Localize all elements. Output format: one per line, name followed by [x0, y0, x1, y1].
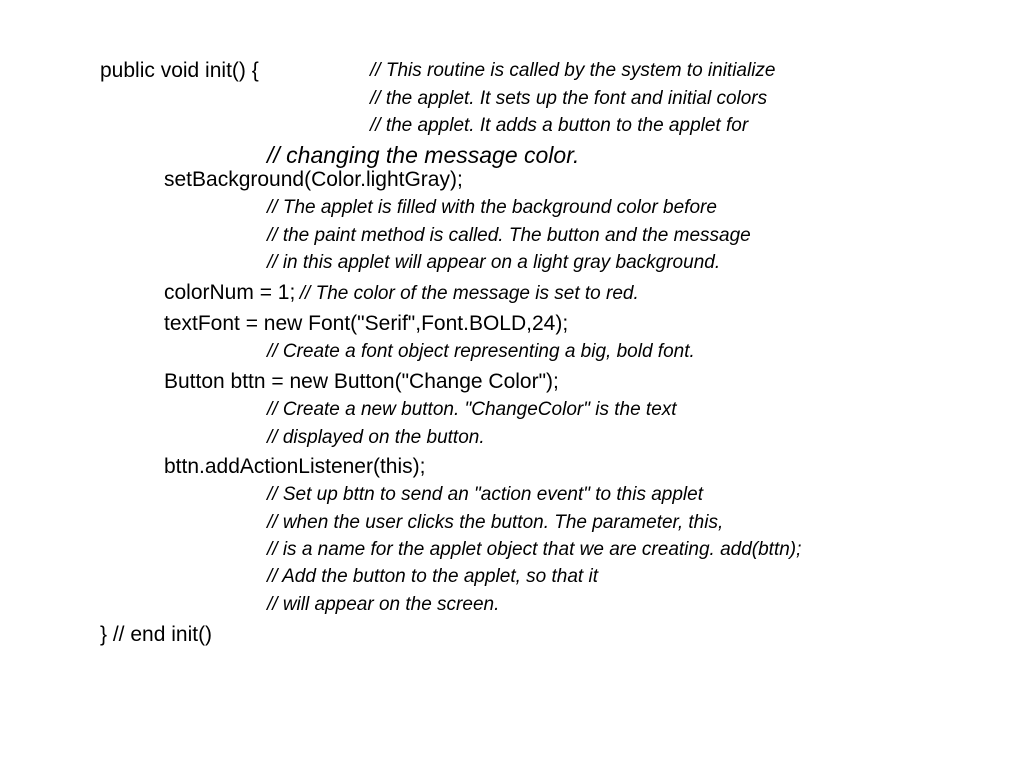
method-closing: } // end init()	[100, 623, 213, 646]
header-comment-line-4: // changing the message color.	[267, 142, 580, 168]
set-background-comment-1: // The applet is filled with the background color before	[267, 197, 717, 218]
header-comment-line-1: // This routine is called by the system to initialize	[370, 60, 776, 81]
color-num-comment: // The color of the message is set to red.	[299, 283, 639, 304]
header-comment-line-3: // the applet. It adds a button to the applet for	[370, 115, 749, 136]
set-background-comment-2: // the paint method is called. The button and the message	[267, 225, 751, 246]
header-comment-line-2: // the applet. It sets up the font and initial colors	[370, 88, 768, 109]
button-comment-2: // displayed on the button.	[267, 427, 485, 448]
button-comment-1: // Create a new button. "ChangeColor" is the text	[267, 399, 677, 420]
button-declaration-statement: Button bttn = new Button("Change Color");	[164, 370, 559, 393]
set-background-statement: setBackground(Color.lightGray);	[164, 168, 463, 191]
color-num-line	[164, 282, 639, 303]
add-listener-comment-5: // will appear on the screen.	[267, 594, 500, 615]
method-signature: public void init() {	[100, 59, 259, 82]
add-listener-comment-1: // Set up bttn to send an "action event" to this applet	[267, 484, 703, 505]
set-background-comment-3: // in this applet will appear on a light gray background.	[267, 252, 721, 273]
text-font-statement: textFont = new Font("Serif",Font.BOLD,24);	[164, 312, 569, 335]
text-font-comment: // Create a font object representing a big, bold font.	[267, 341, 695, 362]
add-listener-comment-2: // when the user clicks the button. The parameter, this,	[267, 512, 724, 533]
add-listener-statement: bttn.addActionListener(this);	[164, 455, 426, 478]
add-listener-comment-3: // is a name for the applet object that we are creating. add(bttn);	[267, 539, 802, 560]
add-listener-comment-4: // Add the button to the applet, so that it	[267, 566, 598, 587]
color-num-statement: colorNum = 1;	[164, 281, 296, 304]
